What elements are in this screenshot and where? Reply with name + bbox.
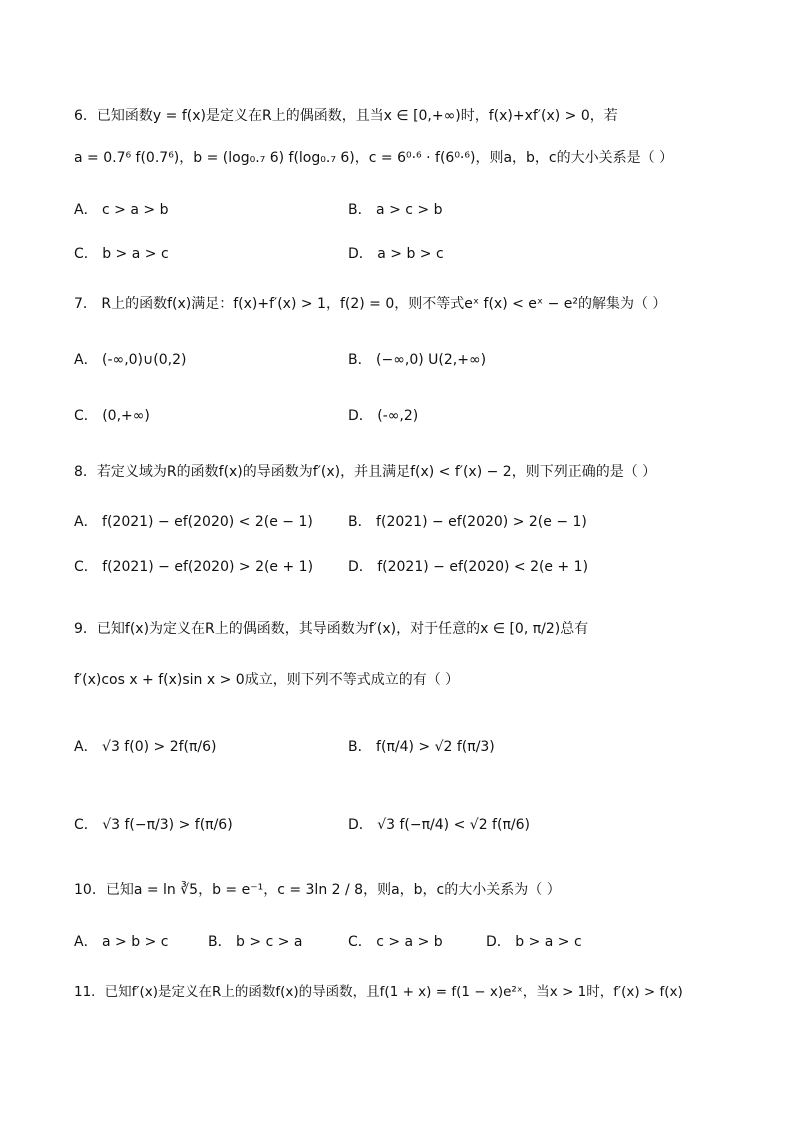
q9-stem-line1: 9．已知f(x)为定义在R上的偶函数，其导函数为f′(x)，对于任意的x ∈ [0, π/2)总有 [74, 621, 589, 637]
q8-option-d: D． f(2021) − ef(2020) < 2(e + 1) [348, 559, 589, 575]
q10-stem-line1: 10．已知a = ln ∛5，b = e⁻¹，c = 3ln 2 / 8，则a，b，c的大小关系为（ ） [74, 882, 561, 898]
q6-stem-line2: a = 0.7⁶ f(0.7⁶)，b = (log₀.₇ 6) f(log₀.₇ 6)，c = 6⁰·⁶ · f(6⁰·⁶)，则a，b，c的大小关系是（ ） [74, 150, 674, 166]
q9-option-b: B． f(π/4) > √2 f(π/3) [348, 739, 495, 755]
q9-option-a: A． √3 f(0) > 2f(π/6) [74, 739, 217, 755]
q8-option-b: B． f(2021) − ef(2020) > 2(e − 1) [348, 514, 587, 530]
q10-option-b: B． b > c > a [208, 934, 303, 950]
q10-option-c: C． c > a > b [348, 934, 443, 950]
q6-option-b: B． a > c > b [348, 202, 443, 218]
q11-stem-line1: 11．已知f′(x)是定义在R上的函数f(x)的导函数，且f(1 + x) = f(1 − x)e²ˣ，当x > 1时，f′(x) > f(x) [74, 984, 683, 1000]
q6-option-d: D． a > b > c [348, 246, 444, 262]
q7-option-a: A． (-∞,0)∪(0,2) [74, 352, 187, 368]
q7-stem-line1: 7． R上的函数f(x)满足：f(x)+f′(x) > 1，f(2) = 0，则不等式eˣ f(x) < eˣ − e²的解集为（ ） [74, 296, 667, 312]
q6-option-a: A． c > a > b [74, 202, 169, 218]
q7-option-d: D． (-∞,2) [348, 408, 419, 424]
q10-option-a: A． a > b > c [74, 934, 169, 950]
q6-stem-line1: 6．已知函数y = f(x)是定义在R上的偶函数，且当x ∈ [0,+∞)时，f(x)+xf′(x) > 0，若 [74, 108, 618, 124]
q9-stem-line2: f′(x)cos x + f(x)sin x > 0成立，则下列不等式成立的有（ ） [74, 672, 460, 688]
q9-option-c: C． √3 f(−π/3) > f(π/6) [74, 817, 233, 833]
q8-stem-line1: 8．若定义域为R的函数f(x)的导函数为f′(x)，并且满足f(x) < f′(x) − 2，则下列正确的是（ ） [74, 464, 657, 480]
q7-option-b: B． (−∞,0) U(2,+∞) [348, 352, 487, 368]
q7-option-c: C． (0,+∞) [74, 408, 150, 424]
q10-option-d: D． b > a > c [486, 934, 582, 950]
q9-option-d: D． √3 f(−π/4) < √2 f(π/6) [348, 817, 530, 833]
q6-option-c: C． b > a > c [74, 246, 169, 262]
q8-option-c: C． f(2021) − ef(2020) > 2(e + 1) [74, 559, 314, 575]
q8-option-a: A． f(2021) − ef(2020) < 2(e − 1) [74, 514, 313, 530]
